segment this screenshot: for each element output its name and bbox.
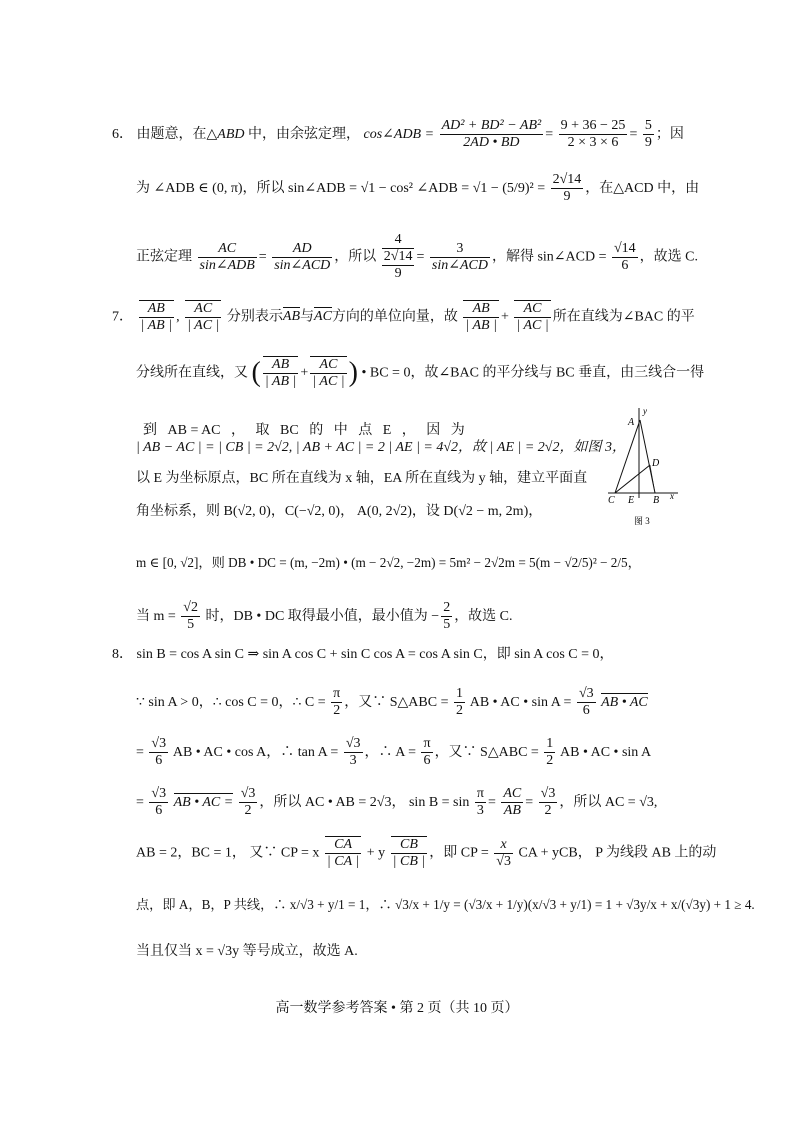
figure-label-b: B <box>653 495 660 506</box>
q6-text: = <box>537 180 546 196</box>
q8-fraction <box>149 786 168 819</box>
q7-line4 <box>136 441 626 455</box>
q7-text: 所在直线为∠BAC 的平 <box>552 309 695 325</box>
q7-text: 方向的单位向量，故 <box>331 309 458 325</box>
q7-text: | AB − AC | = | CB | = 2√2, | AB + AC | = 2 | AE | = 4√2，故 | AE | = 2√2，如图 3， <box>136 440 626 455</box>
q6-fraction <box>272 241 332 274</box>
q8-text: = <box>487 794 496 810</box>
q8-line4 <box>136 786 657 819</box>
q7-vector: AB <box>282 309 301 325</box>
q7-vector: AC <box>514 300 550 318</box>
q7-text: 当 m = <box>136 608 176 624</box>
q8-numerator: √3 <box>539 786 558 803</box>
q8-line7 <box>136 945 358 959</box>
q8-fraction <box>331 686 342 719</box>
q8-denominator: 2 <box>333 703 341 719</box>
q6-text: 正弦定理 <box>136 249 192 265</box>
q8-denominator: 2 <box>244 803 252 819</box>
q8-text: ，所以 AC • AB = 2√3， sin B = sin <box>259 794 470 810</box>
q8-text: 当且仅当 x = √3y 等号成立，故选 A. <box>136 944 358 959</box>
q8-denominator: 2 <box>455 703 463 719</box>
q6-fraction <box>612 241 638 274</box>
q6-fraction <box>551 172 584 205</box>
figure-label-x: x <box>670 491 674 501</box>
q8-fraction <box>149 736 168 769</box>
q7-text: m ∈ [0, √2]，则 DB • DC = (m, −2m) • (m − 2√2, −2m) = 5m² − 2√2m = 5(m − √2/5)² − 2/5， <box>136 555 641 570</box>
q6-text: ；因 <box>655 126 684 142</box>
q6-text: ，解得 sin∠ACD = <box>491 249 607 265</box>
q7-magnitude: | AB | <box>465 318 497 334</box>
q8-text: 点，即 A，B，P 共线，∴ x/√3 + y/1 = 1，∴ √3/x + 1/y = (√3/x + 1/y)(x/√3 + y/1) = 1 + √3y/x + x/(√3y) + 1 ≥ 4. <box>136 897 755 912</box>
q7-text: ，故选 C. <box>454 608 513 624</box>
q6-fraction <box>440 118 544 151</box>
q6-denominator: 2√14 <box>382 249 415 266</box>
q8-numerator: 1 <box>454 686 465 703</box>
q8-fraction <box>577 686 596 719</box>
q8-vector-product: AB • AC = <box>173 794 234 810</box>
q6-cos-label: cos∠ADB = <box>363 126 435 142</box>
q8-denominator: AB <box>503 803 521 819</box>
q6-numerator: 9 + 36 − 25 <box>559 118 628 135</box>
q8-numerator: π <box>331 686 342 703</box>
q8-text: = <box>525 794 534 810</box>
q6-number: 6． <box>112 126 133 142</box>
q8-numerator: CB <box>391 836 428 854</box>
q8-numerator: CA <box>325 836 361 854</box>
q8-numerator: 1 <box>544 736 555 753</box>
q7-text: 到 AB = AC ， 取 BC 的 中 点 E ， 因 为 <box>143 423 465 438</box>
q7-line1: 7． $\frac{AB}{| AB |}$ , $\frac{AC}{| AC |}$ 分别表示AB与AC方向的单位向量，故 $\frac{AB}{| AB |}$ + $\frac{AC}{| AC |}$ 所在直线为∠BAC 的平 <box>112 301 695 334</box>
q8-text: ，∴ A = <box>364 744 416 760</box>
q8-line2 <box>136 686 648 719</box>
q7-text: 时，DB • DC 取得最小值，最小值为 − <box>205 608 440 624</box>
q7-unit-vector <box>139 300 175 334</box>
q6-fraction <box>559 118 628 151</box>
q8-text: CA + yCB， P 为线段 AB 上的动 <box>518 845 717 861</box>
q6-denominator: 2 × 3 × 6 <box>567 135 619 151</box>
q6-denominator: 6 <box>621 257 629 273</box>
q7-magnitude: | AC | <box>312 374 345 390</box>
q6-denominator: 2AD • BD <box>463 135 520 151</box>
q8-denominator: 6 <box>155 753 163 769</box>
q8-number: 8． <box>112 647 133 662</box>
q7-number: 7． <box>112 309 133 325</box>
q8-fraction <box>325 836 361 870</box>
q8-denominator: 2 <box>544 803 552 819</box>
q6-denominator: sin∠ADB <box>199 257 255 273</box>
q7-magnitude: | AC | <box>516 318 549 334</box>
q8-numerator: √3 <box>149 736 168 753</box>
q7-text: 角坐标系，则 B(√2, 0)，C(−√2, 0)， A(0, 2√2)，设 D(√2 − m, 2m)， <box>136 504 543 519</box>
q8-fraction <box>391 836 428 870</box>
q7-paren: ) <box>348 357 358 389</box>
q8-line1 <box>112 648 614 662</box>
q8-text: ，又∵ S△ABC = <box>434 744 539 760</box>
q8-fraction <box>344 736 363 769</box>
figure-label-y: y <box>643 406 647 416</box>
q8-fraction <box>239 786 258 819</box>
q8-text: = <box>136 794 144 810</box>
q6-fraction <box>198 241 257 274</box>
q7-line3 <box>136 410 465 438</box>
q8-numerator: AC <box>501 786 523 803</box>
figure-label-a: A <box>628 417 635 428</box>
q8-denominator: | CB | <box>392 854 426 870</box>
q6-denominator: 9 <box>644 135 652 151</box>
q8-denominator: 6 <box>155 803 163 819</box>
q7-magnitude: | AB | <box>140 318 173 334</box>
q6-fraction <box>430 241 490 274</box>
q8-text: = <box>136 744 144 760</box>
q8-vector-product: AB • AC <box>601 694 648 710</box>
q7-unit-vector <box>185 300 221 334</box>
q7-line6 <box>136 505 542 519</box>
q7-vector: AC <box>310 356 346 374</box>
page-footer: 高一数学参考答案 • 第 2 页（共 10 页） <box>275 1001 519 1016</box>
q6-numerator: AD <box>272 241 332 258</box>
figure-side-ac <box>615 420 640 493</box>
q8-numerator: π <box>475 786 486 803</box>
q6-denominator: sin∠ACD <box>431 257 488 273</box>
q7-denominator: 5 <box>187 617 195 633</box>
q8-fraction <box>501 786 523 819</box>
q7-text: 与 <box>300 309 315 325</box>
q7-text: 分线所在直线，又 <box>136 365 248 381</box>
q8-text: + y <box>366 845 386 861</box>
q7-vector: AC <box>185 300 221 318</box>
q7-unit-vector <box>263 356 299 390</box>
q8-fraction <box>454 686 465 719</box>
q8-numerator: x <box>494 837 513 854</box>
q8-fraction <box>421 736 432 769</box>
q7-magnitude: | AB | <box>264 374 297 390</box>
q8-numerator: π <box>421 736 432 753</box>
q8-text: AB = 2，BC = 1， 又∵ CP = x <box>136 845 320 861</box>
q7-vector: AC <box>314 309 332 325</box>
figure-label-d: D <box>652 458 660 469</box>
q6-text: 中，由余弦定理， <box>244 126 360 142</box>
q7-unit-vector <box>463 300 499 334</box>
q6-numerator: 2√14 <box>551 172 584 189</box>
q8-fraction <box>494 837 513 870</box>
q7-fraction <box>441 600 452 633</box>
figure-segment-bd <box>650 465 655 493</box>
q8-fraction <box>475 786 486 819</box>
q6-numerator: 3 <box>430 241 490 258</box>
q7-numerator: 2 <box>441 600 452 617</box>
q7-text: • BC = 0，故∠BAC 的平分线与 BC 垂直，由三线合一得 <box>361 365 705 381</box>
q8-line3 <box>136 736 651 769</box>
q6-line1: 6． 由题意，在△ABD 中，由余弦定理， cos∠ADB = $\frac{\text{AD² + BD² − AB²}}{2AD • BD}$ = $\frac{9 + 36 - 25}{2 \times 3 \times 6}$ = $\frac{5}{9}$ ；因 <box>112 118 684 151</box>
q8-denominator: 3 <box>349 753 357 769</box>
q8-line5 <box>136 836 716 870</box>
q8-denominator: | CA | <box>326 854 360 870</box>
q6-numerator: AD² + BD² − AB² <box>440 118 544 135</box>
q7-numerator: √2 <box>181 600 200 617</box>
q6-fraction <box>382 232 415 282</box>
figure-label-c: C <box>608 495 615 506</box>
q8-text: sin B = cos A sin C ⇒ sin A cos C + sin C cos A = cos A sin C，即 sin A cos C = 0， <box>136 647 614 662</box>
q8-line6 <box>136 898 755 911</box>
q6-denominator: sin∠ACD <box>274 257 331 273</box>
q7-vector: AB <box>463 300 499 318</box>
q7-line8 <box>136 600 513 633</box>
q7-vector: AB <box>139 300 175 318</box>
q6-text: 由题意，在△ <box>136 126 218 142</box>
q8-denominator: 2 <box>546 753 554 769</box>
q6-numerator: 4 <box>382 232 415 249</box>
q6-text: ，所以 <box>334 249 377 265</box>
figure-label-e: E <box>628 495 635 506</box>
q8-text: AB • AC • sin A = <box>469 694 572 710</box>
q6-numerator: 5 <box>643 118 654 135</box>
q8-text: ，所以 AC = √3, <box>559 794 658 810</box>
q8-fraction <box>544 736 555 769</box>
q7-line7 <box>136 556 641 569</box>
q8-denominator: 3 <box>476 803 484 819</box>
figure-caption: 图 3 <box>634 516 650 526</box>
q8-fraction <box>539 786 558 819</box>
q7-text: 以 E 为坐标原点，BC 所在直线为 x 轴，EA 所在直线为 y 轴，建立平面直 <box>136 471 588 486</box>
q6-text: ，在△ACD 中，由 <box>585 180 700 196</box>
q6-denominator: 9 <box>563 189 571 205</box>
q8-text: AB • AC • sin A <box>560 744 652 760</box>
q8-text: ∵ sin A > 0，∴ cos C = 0，∴ C = <box>136 694 326 710</box>
q6-text: 为 ∠ADB ∈ (0, π)，所以 sin∠ADB = √1 − cos² ∠ADB = √1 − (5/9)² <box>136 180 534 196</box>
q7-line5 <box>136 472 587 486</box>
q6-numerator: √14 <box>612 241 638 258</box>
q6-line2 <box>136 172 699 205</box>
q7-paren: ( <box>251 357 261 389</box>
q8-numerator: √3 <box>344 736 363 753</box>
q8-denominator: √3 <box>496 853 511 869</box>
q7-denominator: 5 <box>443 617 451 633</box>
q8-numerator: √3 <box>577 686 596 703</box>
q7-unit-vector <box>310 356 346 390</box>
q7-unit-vector <box>514 300 550 334</box>
q8-numerator: √3 <box>149 786 168 803</box>
q6-numerator: AC <box>198 241 257 258</box>
q6-line3: 正弦定理 $\frac{AC}{\text{sin∠ADB}}$ = $\frac{AD}{\text{sin∠ACD}}$ ，所以 4 2√14 9 = $\frac{3}{\text{sin∠ACD}}$ ，解得 sin∠ACD = $\frac{√14}{6}$ ，故选 C. <box>136 232 699 282</box>
q7-magnitude: | AC | <box>187 318 220 334</box>
q6-text: ，故选 C. <box>639 249 699 265</box>
q8-denominator: 6 <box>582 703 590 719</box>
q8-denominator: 6 <box>423 753 431 769</box>
q8-text: AB • AC • cos A，∴ tan A = <box>172 744 339 760</box>
q6-triangle-abd: ABD <box>217 126 245 142</box>
q7-vector: AB <box>263 356 299 374</box>
q8-numerator: √3 <box>239 786 258 803</box>
q8-text: ，即 CP = <box>429 845 489 861</box>
q6-denominator: 9 <box>394 266 402 282</box>
q7-line2: 分线所在直线，又 ( $\frac{AB}{| AB |}$ + $\frac{AC}{| AC |}$ ) • BC = 0，故∠BAC 的平分线与 BC 垂直，由三线合一得 <box>136 357 705 390</box>
q6-fraction <box>643 118 654 151</box>
q7-fraction <box>181 600 200 633</box>
q7-text: 分别表示 <box>226 309 283 325</box>
figure-3-diagram <box>600 404 684 528</box>
q8-text: ，又∵ S△ABC = <box>344 694 449 710</box>
